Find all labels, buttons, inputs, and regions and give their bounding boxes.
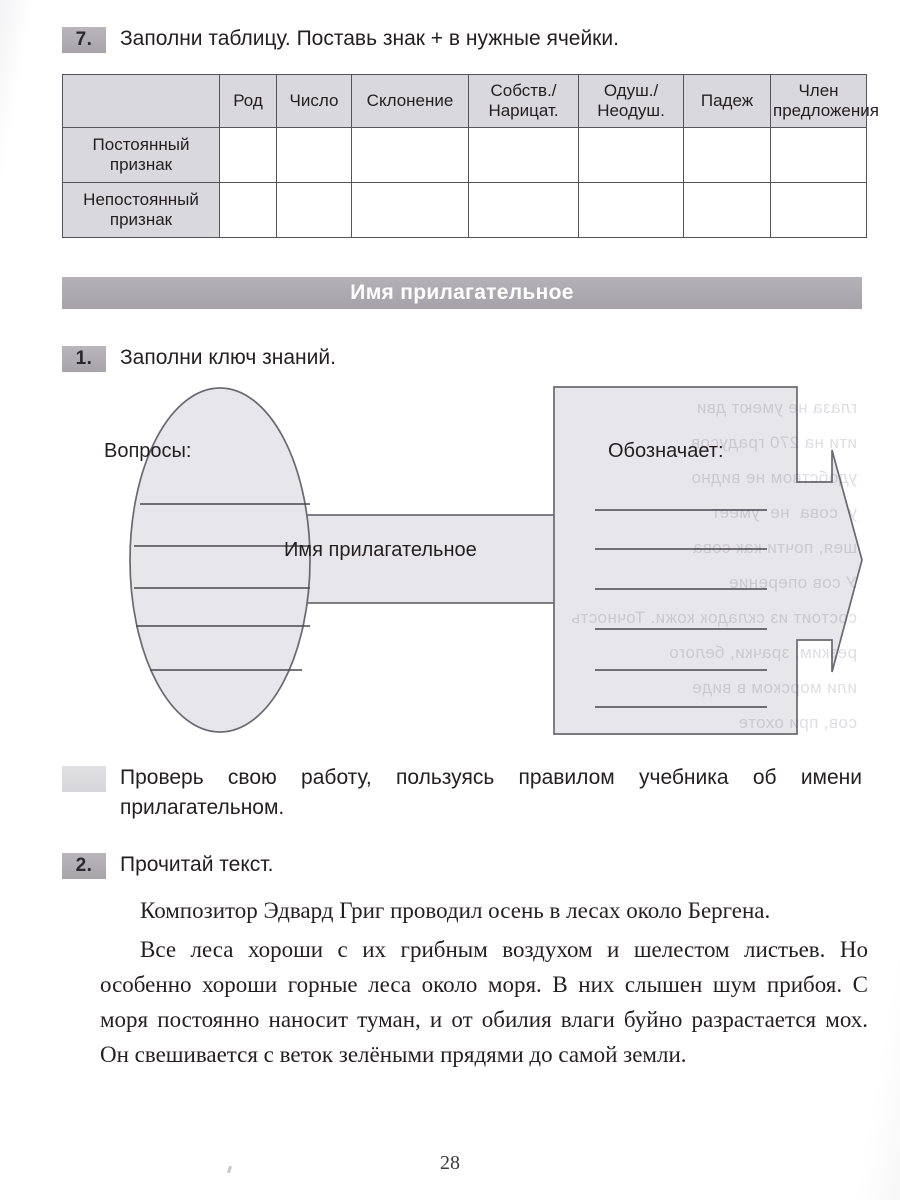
table-cell-sobstv[interactable] [469, 183, 579, 238]
table-cell-sklonenie[interactable] [352, 183, 469, 238]
row-label-line-1: Постоянный [92, 135, 190, 154]
table-cell-odush[interactable] [579, 128, 684, 183]
table-cell-rod[interactable] [220, 128, 277, 183]
diagram-label-denotes: Обозначает: [608, 440, 724, 462]
table-row-label-nepostoyannyy [63, 183, 220, 238]
diagram-label-questions: Вопросы: [104, 440, 192, 462]
diagram-label-center-term: Имя прилагательное [284, 539, 477, 561]
table-cell-rod[interactable] [220, 183, 277, 238]
table-cell-chlen[interactable] [771, 183, 867, 238]
page-number: 28 [440, 1152, 460, 1174]
reading-paragraph: Все леса хороши с их грибным воздухом и шелестом листьев. Но особенно хороши горные леса около моря. В них слышен шум прибоя. С моря постоянно наносит туман, и от обилия влаги буйно разрастается мох. Он свешивается с веток зелёными прядями до самой земли. [100, 937, 868, 1067]
exercise-1-header [62, 343, 336, 373]
check-note-text: Проверь свою работу, пользуясь правилом учебника об имени прилагательном. [120, 766, 862, 819]
exercise-7-header [62, 24, 619, 54]
header-line-1: Член [798, 81, 839, 100]
table-column-header-sklonenie: Склонение [352, 75, 469, 128]
table-cell-padezh[interactable] [684, 183, 771, 238]
table-cell-sklonenie[interactable] [352, 128, 469, 183]
row-label-line-2: признак [109, 210, 173, 229]
table-cell-sobstv[interactable] [469, 128, 579, 183]
table-header-row [63, 75, 867, 128]
table-corner-cell [63, 75, 220, 128]
header-line-1: Одуш./ [603, 81, 659, 100]
table-cell-chislo[interactable] [277, 128, 352, 183]
exercise-number-badge-1: 1. [62, 346, 106, 372]
table-row [63, 183, 867, 238]
row-label-line-1: Непостоянный [83, 190, 199, 209]
table-row [63, 128, 867, 183]
exercise-number-badge-7: 7. [62, 27, 106, 53]
bullet-badge-blank [62, 766, 106, 792]
table-column-header-padezh: Падеж [684, 75, 771, 128]
header-line-1: Собств./ [490, 81, 557, 100]
check-your-work-note [62, 763, 862, 823]
table-cell-chlen[interactable] [771, 128, 867, 183]
key-of-knowledge-diagram [62, 382, 867, 747]
table-cell-chislo[interactable] [277, 183, 352, 238]
table-column-header-sobstv-naricat [469, 75, 579, 128]
table-cell-padezh[interactable] [684, 128, 771, 183]
header-line-2: предложения [773, 101, 879, 120]
exercise-1-instruction: Заполни ключ знаний. [120, 346, 336, 369]
diagram-shapes [62, 382, 867, 747]
exercise-7-instruction: Заполни таблицу. Поставь знак + в нужные ячейки. [120, 27, 619, 50]
table-cell-odush[interactable] [579, 183, 684, 238]
table-column-header-odush-neodush [579, 75, 684, 128]
section-banner-title: Имя прилагательное [62, 277, 862, 309]
table-column-header-rod: Род [220, 75, 277, 128]
row-label-line-2: признак [109, 155, 173, 174]
exercise-2-header [62, 850, 273, 880]
exercise-2-instruction: Прочитай текст. [120, 853, 274, 876]
exercise-number-badge-2: 2. [62, 853, 106, 879]
grammar-features-table [62, 74, 879, 238]
reading-paragraph: Композитор Эдвард Григ проводил осень в лесах около Бергена. [140, 898, 771, 923]
header-line-2: Неодуш. [597, 101, 665, 120]
header-line-2: Нарицат. [488, 101, 559, 120]
table-column-header-chlen-predlozheniya [771, 75, 879, 128]
reading-text-block [100, 893, 868, 1076]
grammar-features-table-wrapper [62, 74, 879, 238]
table-column-header-chislo: Число [277, 75, 352, 128]
table-row-label-postoyannyy [63, 128, 220, 183]
